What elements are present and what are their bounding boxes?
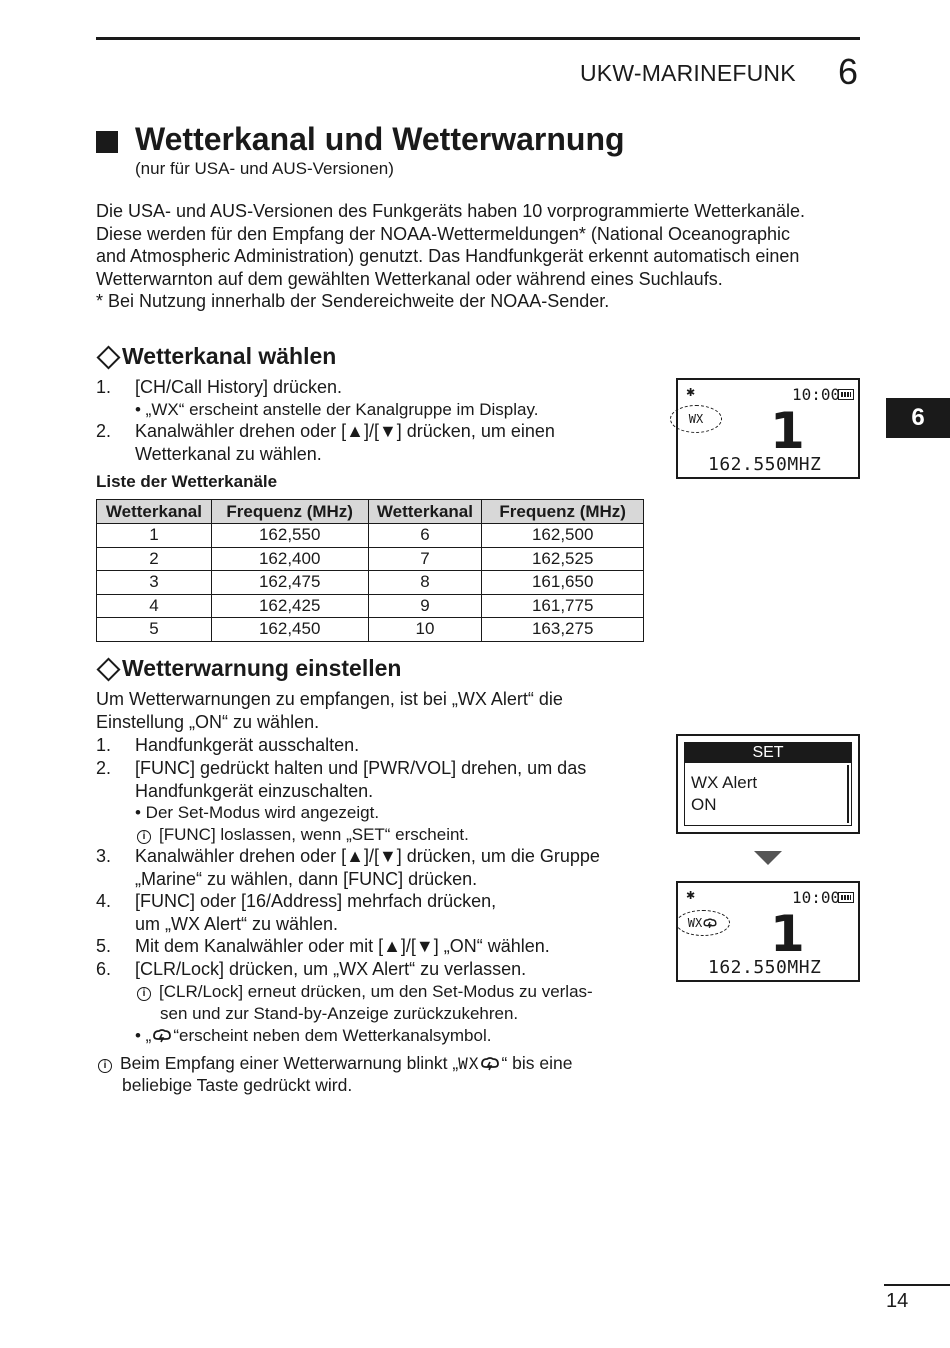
table-cell: 161,775 bbox=[482, 594, 644, 618]
section-title: UKW-MARINEFUNK bbox=[580, 60, 796, 86]
weather-alert-icon bbox=[479, 1057, 501, 1071]
step-info-text: sen und zur Stand-by-Anzeige zurückzukehren. bbox=[160, 1004, 519, 1023]
section-heading-wetterwarnung: Wetterwarnung einstellen bbox=[122, 655, 402, 681]
step-text: Handfunkgerät einzuschalten. bbox=[135, 781, 374, 801]
info-icon: i bbox=[137, 987, 151, 1001]
step-text: [CLR/Lock] drücken, um „WX Alert“ zu verlassen. bbox=[135, 959, 527, 979]
display-channel: 1 bbox=[770, 402, 805, 460]
table-cell: 8 bbox=[368, 571, 482, 595]
intro-paragraph bbox=[96, 200, 866, 313]
set-mode-display bbox=[676, 734, 860, 834]
table-cell: 162,425 bbox=[211, 594, 368, 618]
table-header: Wetterkanal bbox=[97, 500, 212, 524]
page-number: 14 bbox=[886, 1290, 909, 1312]
step-number: 1. bbox=[96, 377, 112, 397]
scrollbar bbox=[847, 765, 849, 823]
weather-alert-icon bbox=[151, 1029, 173, 1043]
diamond-icon bbox=[96, 657, 120, 681]
table-caption: Liste der Wetterkanäle bbox=[96, 472, 278, 491]
weather-alert-icon bbox=[702, 918, 718, 929]
chapter-tab: 6 bbox=[886, 398, 950, 438]
table-cell: 162,400 bbox=[211, 547, 368, 571]
step-text: um „WX Alert“ zu wählen. bbox=[135, 914, 339, 934]
table-row bbox=[97, 594, 644, 618]
table-cell: 162,525 bbox=[482, 547, 644, 571]
wx-indicator: WX bbox=[670, 405, 722, 433]
table-row bbox=[97, 571, 644, 595]
step-info-text: [FUNC] loslassen, wenn „SET“ erscheint. bbox=[159, 825, 469, 844]
section-intro: Einstellung „ON“ zu wählen. bbox=[96, 712, 320, 732]
table-cell: 162,550 bbox=[211, 524, 368, 548]
radio-display-1 bbox=[676, 378, 860, 479]
display-channel: 1 bbox=[770, 905, 805, 963]
table-row bbox=[97, 524, 644, 548]
intro-line: Die USA- und AUS-Versionen des Funkgeräts haben 10 vorprogrammierte Wetterkanäle. bbox=[96, 201, 806, 221]
wx-alert-indicator bbox=[676, 910, 730, 936]
table-cell: 3 bbox=[97, 571, 212, 595]
table-cell: 163,275 bbox=[482, 618, 644, 642]
step-number: 2. bbox=[96, 758, 112, 778]
step-bullet: • „ “erscheint neben dem Wetterkanalsymbol. bbox=[135, 1026, 492, 1045]
bluetooth-icon: ✱ bbox=[686, 387, 696, 399]
table-cell: 162,475 bbox=[211, 571, 368, 595]
step-info-text: [CLR/Lock] erneut drücken, um den Set-Modus zu verlas- bbox=[159, 982, 593, 1001]
step-number: 6. bbox=[96, 959, 112, 979]
step-text: Kanalwähler drehen oder [▲]/[▼] drücken, um einen bbox=[135, 421, 555, 441]
weather-channel-table bbox=[96, 499, 644, 642]
diamond-icon bbox=[96, 345, 120, 369]
wx-symbol: WX bbox=[458, 1054, 480, 1073]
step-text: [CH/Call History] drücken. bbox=[135, 377, 343, 397]
table-cell: 6 bbox=[368, 524, 482, 548]
display-frequency: 162.550MHZ bbox=[708, 454, 822, 475]
intro-footnote: * Bei Nutzung innerhalb der Sendereichweite der NOAA-Sender. bbox=[96, 291, 610, 312]
step-text: Mit dem Kanalwähler oder mit [▲]/[▼] „ON“ wählen. bbox=[135, 936, 550, 956]
footer-rule bbox=[884, 1284, 950, 1286]
page-subtitle: (nur für USA- und AUS-Versionen) bbox=[135, 159, 394, 178]
chapter-number: 6 bbox=[838, 51, 859, 92]
radio-display-2 bbox=[676, 881, 860, 982]
info-icon: i bbox=[98, 1059, 112, 1073]
step-text: Kanalwähler drehen oder [▲]/[▼] drücken, um die Gruppe bbox=[135, 846, 600, 866]
display-time: 10:00 bbox=[792, 888, 841, 907]
wx-label: WX bbox=[687, 916, 703, 930]
set-inner-frame bbox=[684, 742, 852, 826]
table-cell: 4 bbox=[97, 594, 212, 618]
step-info bbox=[137, 982, 593, 1002]
set-line-2: ON bbox=[691, 795, 717, 814]
step-number: 3. bbox=[96, 846, 112, 866]
note: i Beim Empfang einer Wetterwarnung blinkt „WX “ bis eine bbox=[98, 1053, 572, 1074]
intro-line: Diese werden für den Empfang der NOAA-Wettermeldungen* (National Oceanographic bbox=[96, 223, 791, 244]
table-row bbox=[97, 618, 644, 642]
title-square-icon bbox=[96, 131, 118, 153]
table-cell: 162,500 bbox=[482, 524, 644, 548]
table-header: Frequenz (MHz) bbox=[211, 500, 368, 524]
step-number: 2. bbox=[96, 421, 112, 441]
down-arrow-icon bbox=[754, 851, 782, 865]
step-text: Wetterkanal zu wählen. bbox=[135, 444, 322, 464]
step-text: Handfunkgerät ausschalten. bbox=[135, 735, 360, 755]
step-bullet: • „WX“ erscheint anstelle der Kanalgruppe im Display. bbox=[135, 400, 539, 419]
bluetooth-icon: ✱ bbox=[686, 890, 696, 902]
step-number: 1. bbox=[96, 735, 112, 755]
table-cell: 1 bbox=[97, 524, 212, 548]
table-cell: 162,450 bbox=[211, 618, 368, 642]
page-title: Wetterkanal und Wetterwarnung bbox=[135, 121, 625, 157]
set-line-1: WX Alert bbox=[691, 773, 758, 792]
step-number: 5. bbox=[96, 936, 112, 956]
step-bullet: • Der Set-Modus wird angezeigt. bbox=[135, 803, 380, 822]
note-text: beliebige Taste gedrückt wird. bbox=[122, 1075, 353, 1095]
table-cell: 9 bbox=[368, 594, 482, 618]
set-title-bar: SET bbox=[685, 743, 851, 763]
section-heading-wetterkanal: Wetterkanal wählen bbox=[122, 343, 337, 369]
table-row bbox=[97, 547, 644, 571]
table-cell: 7 bbox=[368, 547, 482, 571]
info-icon: i bbox=[137, 830, 151, 844]
intro-line: Wetterwarnton auf dem gewählten Wetterkanal oder während eines Suchlaufs. bbox=[96, 268, 723, 289]
top-rule bbox=[96, 37, 860, 40]
step-text: „Marine“ zu wählen, dann [FUNC] drücken. bbox=[135, 869, 478, 889]
table-cell: 5 bbox=[97, 618, 212, 642]
step-number: 4. bbox=[96, 891, 112, 911]
step-text: [FUNC] gedrückt halten und [PWR/VOL] drehen, um das bbox=[135, 758, 587, 778]
battery-icon bbox=[838, 389, 854, 400]
section-intro: Um Wetterwarnungen zu empfangen, ist bei „WX Alert“ die bbox=[96, 689, 563, 709]
battery-icon bbox=[838, 892, 854, 903]
display-time: 10:00 bbox=[792, 385, 841, 404]
intro-line: and Atmospheric Administration) genutzt. Das Handfunkgerät erkennt automatisch einen bbox=[96, 246, 800, 267]
table-cell: 161,650 bbox=[482, 571, 644, 595]
table-header-row bbox=[97, 500, 644, 524]
table-header: Wetterkanal bbox=[368, 500, 482, 524]
step-info bbox=[137, 825, 469, 845]
step-text: [FUNC] oder [16/Address] mehrfach drücken, bbox=[135, 891, 497, 911]
table-cell: 10 bbox=[368, 618, 482, 642]
table-header: Frequenz (MHz) bbox=[482, 500, 644, 524]
display-frequency: 162.550MHZ bbox=[708, 957, 822, 978]
table-cell: 2 bbox=[97, 547, 212, 571]
